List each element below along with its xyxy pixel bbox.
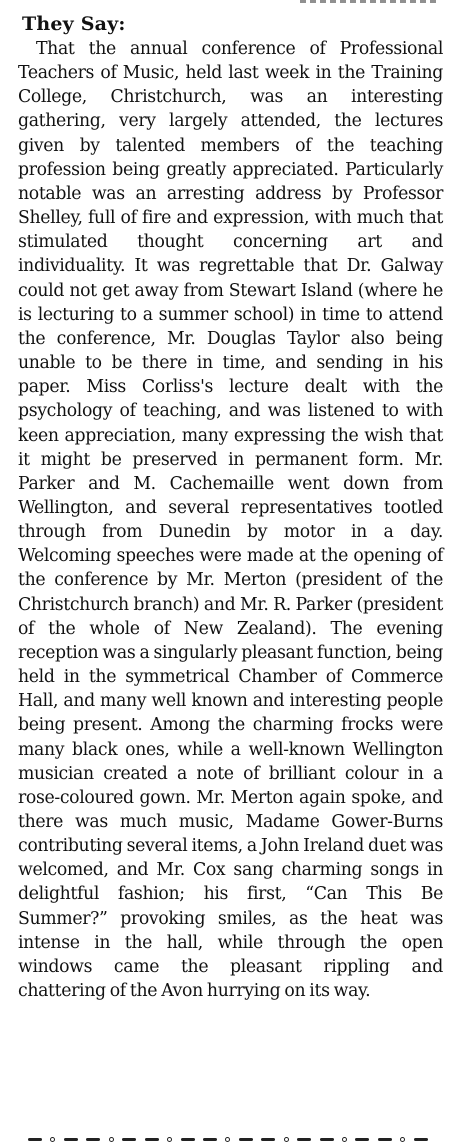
footer-ornamental-rule (28, 1136, 428, 1142)
article-body: That the annual conference of Professional Teachers of Music, held last week in the Training College, Christchurch, was an interesting gathering, very largely attended, the lectures given by talented members of the teaching profession being greatly appreciated. Particularly notable was an arresting address by Professor Shelley, full of fire and expression, with much that stimulated thought concerning art and individuality. It was regrettable that Dr. Galway could not get away from Stewart Island (where he is lecturing to a summer school) in time to attend the conference, Mr. Douglas Taylor also being unable to be there in time, and sending in his paper. Miss Corliss's lecture dealt with the psychology of teaching, and was listened to with keen appreciation, many expressing the wish that it might be preserved in permanent form. Mr. Parker and M. Cachemaille went down from Wellington, and several representatives tootled through from Dunedin by motor in a day. Welcoming speeches were made at the opening of the conference by Mr. Merton (president of the Christchurch branch) and Mr. R. Parker (president of the whole of New Zealand). The evening reception was a singularly pleasant function, being held in the symmetrical Chamber of Commerce Hall, and many well known and interesting people being present. Among the charming frocks were many black ones, while a well-known Wellington musician created a note of brilliant colour in a rose-coloured gown. Mr. Merton again spoke, and there was much music, Madame Gower-Burns contributing several items, a John Ireland duet was welcomed, and Mr. Cox sang charming songs in delightful fashion; his first, “Can This Be Summer?” provoking smiles, as the heat was intense in the hall, while through the open windows came the pleasant rippling and chattering of the Avon hurrying on its way. (18, 39, 443, 1002)
top-border-rule (300, 0, 440, 3)
article-heading: They Say: (22, 13, 126, 35)
